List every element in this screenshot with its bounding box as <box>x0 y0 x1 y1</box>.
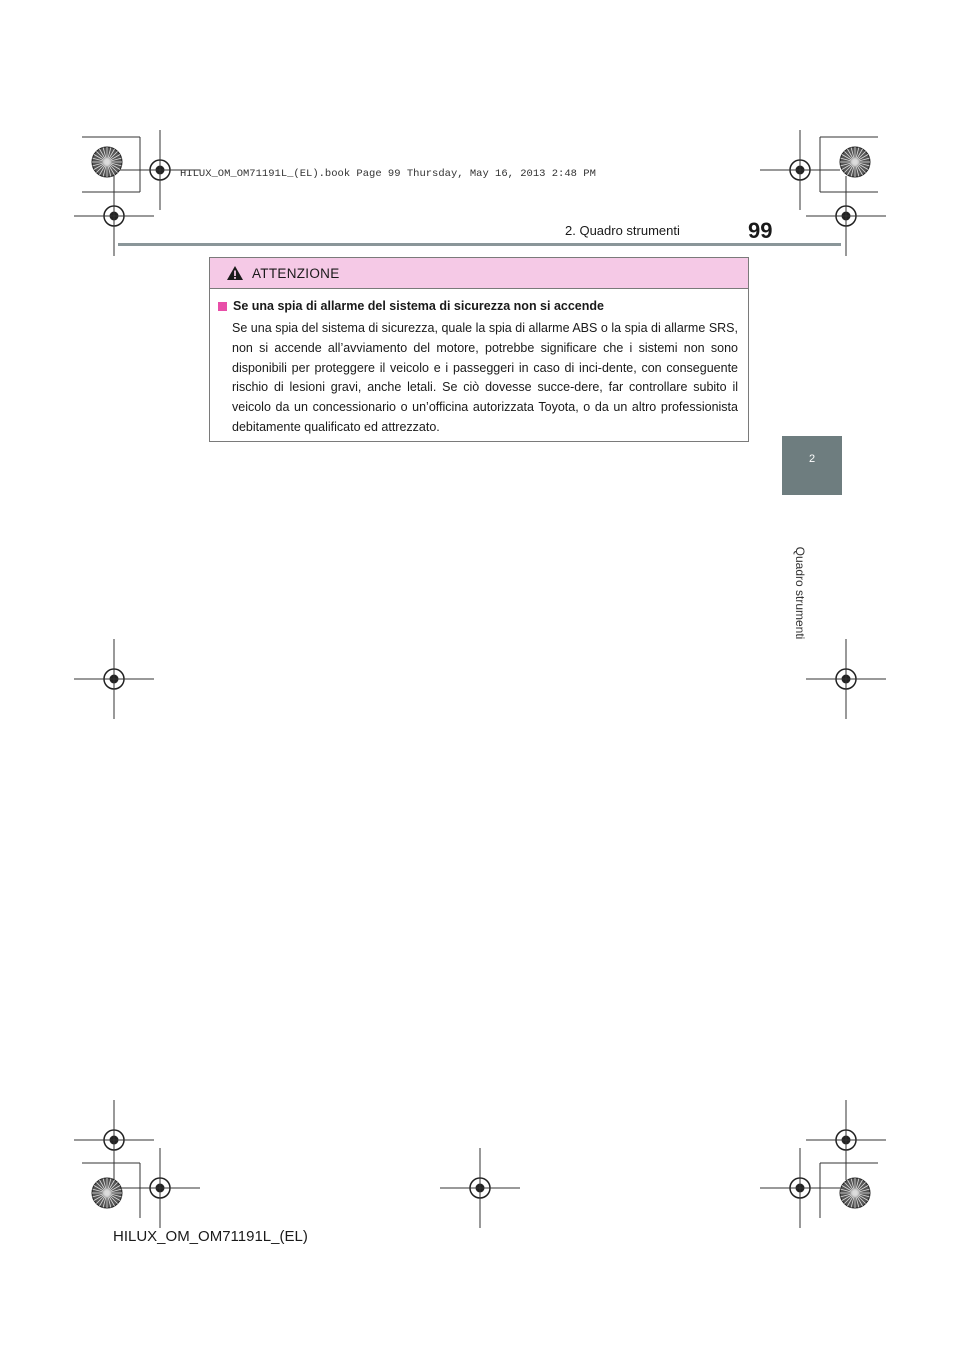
warning-body <box>210 289 748 438</box>
warning-text: Se una spia del sistema di sicurezza, quale la spia di allarme ABS o la spia di allarme SRS, non si accende all’avviamento del motore, potrebbe significare che i sistemi non sono disponibili per proteggere il veicolo e i passeggeri in caso di inci-dente, con conseguente rischio di lesioni gravi, anche letali. Se ciò dovesse succe-dere, far controllare subito il veicolo da un concessionario o un’officina autorizzata Toyota, o da un altro professionista debitamente qualificato ed attrezzato. <box>232 321 738 434</box>
print-info-line: HILUX_OM_OM71191L_(EL).book Page 99 Thursday, May 16, 2013 2:48 PM <box>180 168 596 180</box>
chapter-tab <box>782 436 842 495</box>
footer-document-code: HILUX_OM_OM71191L_(EL) <box>113 1228 308 1245</box>
warning-title: ATTENZIONE <box>252 265 340 281</box>
square-bullet-icon <box>218 302 227 311</box>
header-rule <box>118 243 841 246</box>
warning-triangle-icon <box>226 265 244 281</box>
section-title: 2. Quadro strumenti <box>565 223 680 238</box>
warning-box <box>209 257 749 442</box>
warning-subheading-text: Se una spia di allarme del sistema di sicurezza non si accende <box>233 299 604 313</box>
warning-subheading <box>218 299 738 313</box>
starburst-mark-icon <box>840 147 870 177</box>
starburst-mark-icon <box>840 1178 870 1208</box>
page-number: 99 <box>748 218 773 243</box>
starburst-mark-icon <box>92 1178 122 1208</box>
chapter-side-label: Quadro strumenti <box>793 546 807 640</box>
starburst-mark-icon <box>92 147 122 177</box>
warning-header <box>210 258 748 289</box>
chapter-number: 2 <box>808 453 816 465</box>
